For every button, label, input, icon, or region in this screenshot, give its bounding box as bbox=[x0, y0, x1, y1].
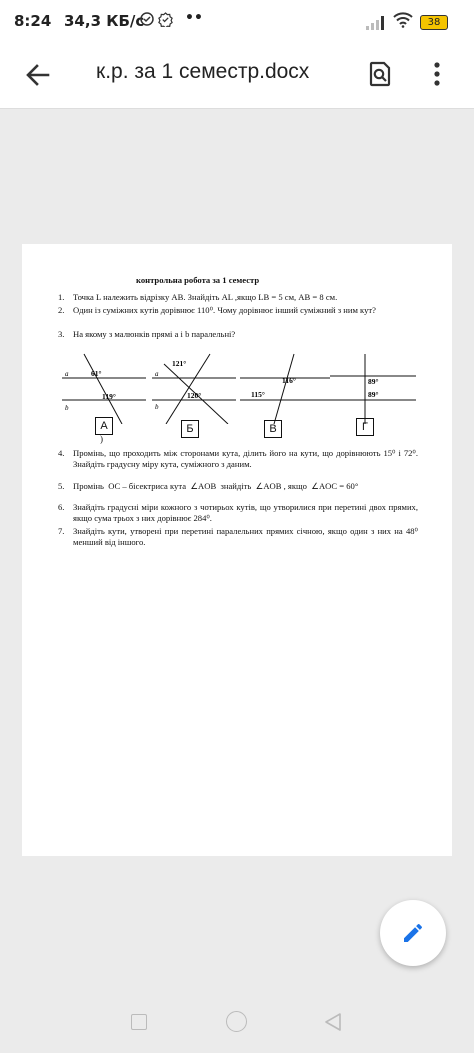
question-text: На якому з малюнків прямі a і b паралельні? bbox=[73, 329, 236, 339]
label-line-a: a bbox=[65, 370, 69, 378]
document-title: к.р. за 1 семестр.docx bbox=[96, 60, 310, 83]
angle-label-1: 121° bbox=[172, 359, 187, 368]
question-number: 4. bbox=[58, 448, 65, 458]
figure-label-v: В bbox=[264, 420, 282, 438]
transversal bbox=[84, 354, 122, 424]
more-vert-icon[interactable] bbox=[432, 60, 442, 92]
status-bar bbox=[0, 0, 474, 44]
label-line-b: b bbox=[65, 404, 69, 412]
edit-pencil-icon bbox=[401, 921, 425, 945]
figure-b-diagram bbox=[152, 352, 236, 424]
signal-icon bbox=[366, 15, 386, 34]
question-text: Знайдіть кути, утворені при перетині паралельних прямих січною, якщо один з них на 48⁰ менший від іншого. bbox=[73, 526, 418, 547]
question-text: Промінь OC – бісектриса кута ∠AOB знайдіть ∠AOB , якщо ∠AOC = 60° bbox=[73, 481, 359, 491]
document-heading: контрольна робота за 1 семестр bbox=[136, 275, 260, 285]
angle-label-2: 120° bbox=[187, 391, 202, 400]
question-text: Точка L належить відрізку AB. Знайдіть AL ,якщо LB = 5 см, AB = 8 см. bbox=[73, 292, 338, 302]
angle-label-2: 119° bbox=[102, 392, 116, 401]
home-icon[interactable] bbox=[226, 1011, 247, 1032]
stray-mark: ) bbox=[100, 434, 103, 444]
figure-label-a: А bbox=[95, 417, 113, 435]
transversal bbox=[274, 354, 294, 424]
question-text: Один із суміжних кутів дорівнює 110⁰. Чому дорівнює інший суміжний з ним кут? bbox=[73, 305, 376, 315]
system-nav-bar bbox=[0, 1000, 474, 1053]
question-number: 5. bbox=[58, 481, 65, 491]
arrow-back-icon[interactable] bbox=[22, 59, 54, 91]
angle-label-1: 61° bbox=[91, 369, 102, 378]
figure-v-diagram bbox=[240, 352, 330, 424]
search-in-document-icon[interactable] bbox=[366, 60, 394, 92]
label-line-a: a bbox=[155, 370, 159, 378]
question-text: Знайдіть градусні міри кожного з чотирьох кутів, що утворилися при перетині двох прямих, якщо сума трьох з них дорівнює 284⁰. bbox=[73, 502, 418, 523]
label-line-b: b bbox=[155, 403, 159, 411]
document-page bbox=[22, 244, 452, 856]
angle-label-1: 116° bbox=[282, 376, 296, 385]
figure-a-diagram bbox=[62, 352, 146, 424]
question-number: 6. bbox=[58, 502, 65, 512]
recent-apps-icon[interactable] bbox=[131, 1014, 147, 1030]
edit-fab-button[interactable] bbox=[380, 900, 446, 966]
status-network-speed: 34,3 КБ/с bbox=[64, 12, 145, 30]
app-bar bbox=[0, 44, 474, 109]
question-number: 3. bbox=[58, 329, 65, 339]
back-triangle-icon[interactable] bbox=[324, 1012, 342, 1036]
question-number: 2. bbox=[58, 305, 65, 315]
question-text: Промінь, що проходить між сторонами кута, ділить його на кути, що дорівнюють 15⁰ і 72⁰. Знайдіть градусну міру кута, суміжного з даним. bbox=[73, 448, 418, 469]
question-number: 1. bbox=[58, 292, 65, 302]
angle-label-2: 115° bbox=[251, 390, 265, 399]
battery-indicator: 38 bbox=[420, 15, 448, 30]
check-circle-icon bbox=[140, 12, 154, 30]
figure-label-b: Б bbox=[181, 420, 199, 438]
badge-check-icon bbox=[158, 12, 173, 31]
wifi-icon bbox=[393, 12, 413, 32]
angle-label-1: 89° bbox=[368, 377, 379, 386]
question-number: 7. bbox=[58, 526, 65, 536]
angle-label-2: 89° bbox=[368, 390, 379, 399]
status-more-dots: •• bbox=[185, 10, 203, 26]
status-time: 8:24 bbox=[14, 12, 52, 30]
figure-g-diagram bbox=[330, 352, 416, 424]
figure-label-g: Г bbox=[356, 418, 374, 436]
